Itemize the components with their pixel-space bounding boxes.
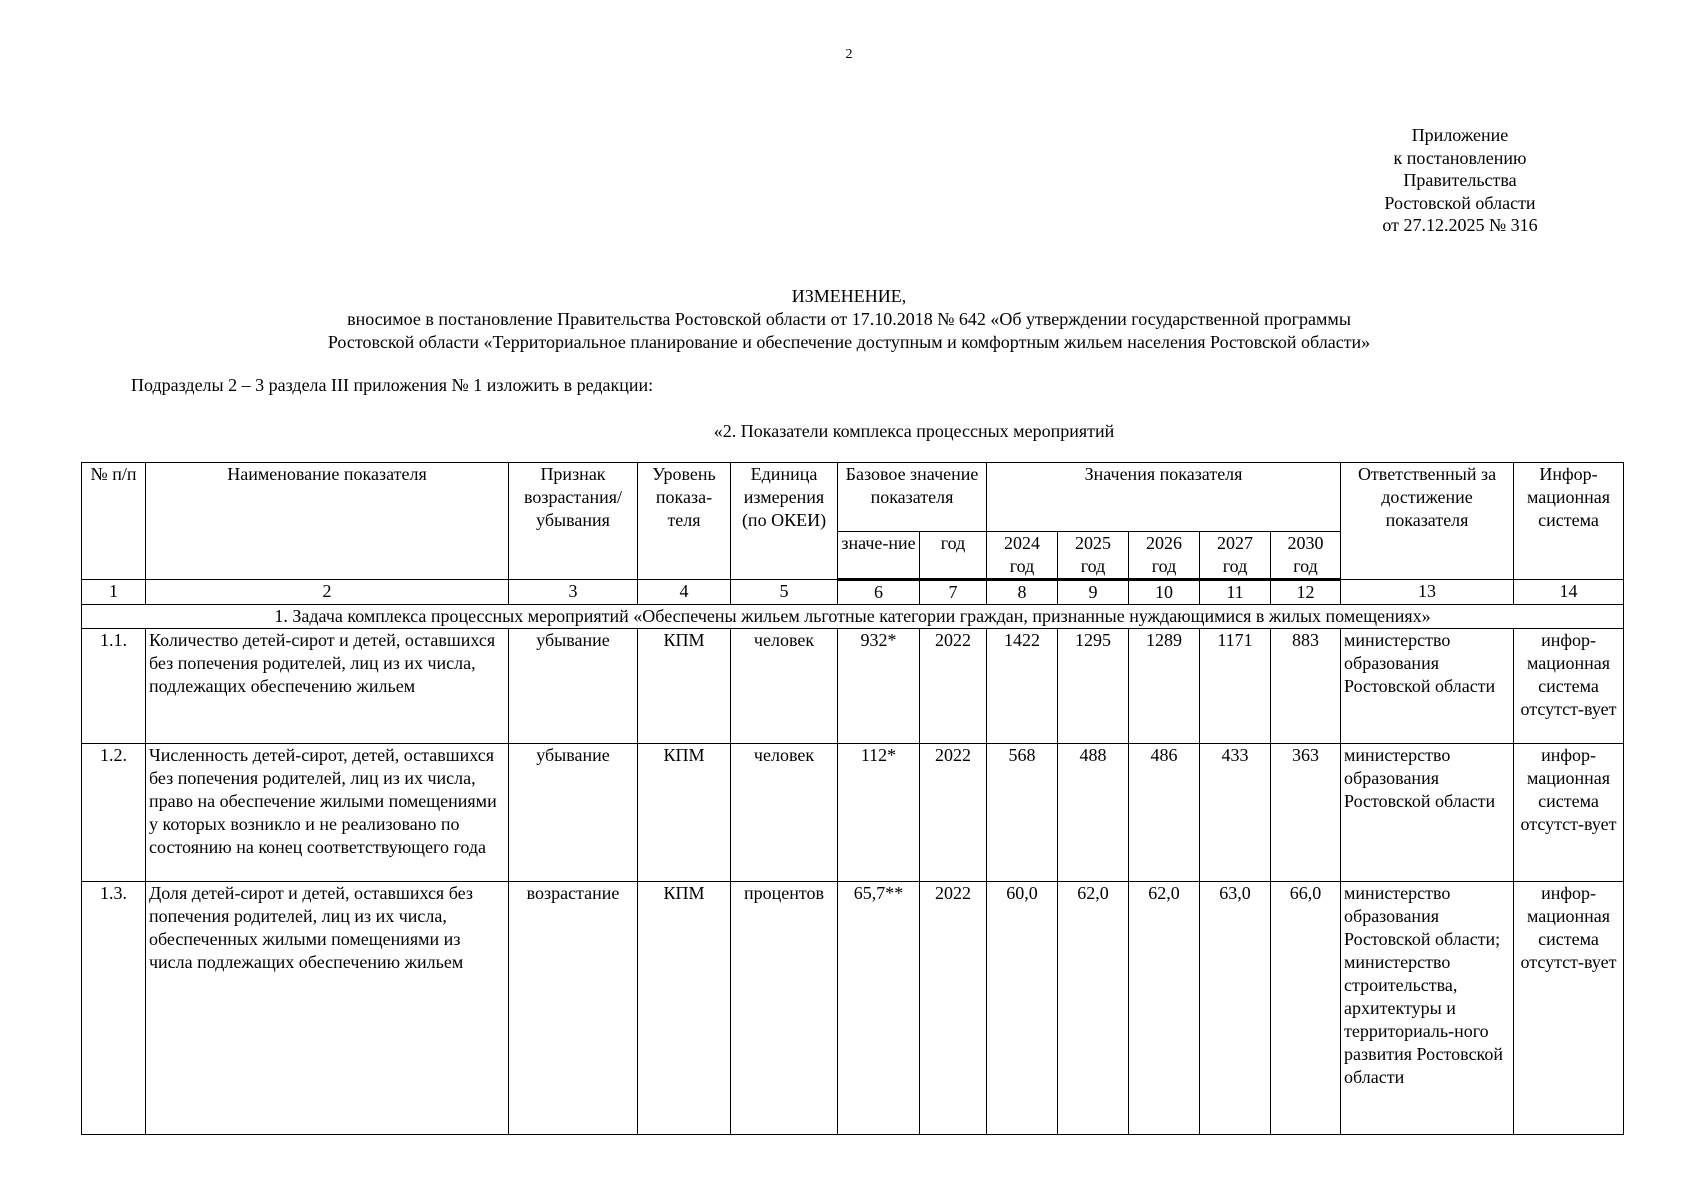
header-name: Наименование показателя (146, 463, 509, 580)
table-row (82, 629, 1624, 744)
row-value-2025: 62,0 (1058, 882, 1129, 1135)
header-base-year: год (920, 532, 987, 580)
indicators-table (81, 462, 1624, 1135)
row-value-2030: 883 (1271, 629, 1341, 744)
header-year-2030: 2030 год (1271, 532, 1341, 580)
row-value-2025: 1295 (1058, 629, 1129, 744)
page-number: 2 (845, 47, 853, 62)
row-level: КПМ (638, 744, 731, 882)
header-level: Уровень показа-теля (638, 463, 731, 580)
header-trend: Признак возрастания/ убывания (509, 463, 638, 580)
row-base-year: 2022 (920, 744, 987, 882)
column-number: 12 (1271, 580, 1341, 605)
header-responsible: Ответственный за достижение показателя (1341, 463, 1514, 580)
row-value-2024: 568 (987, 744, 1058, 882)
header-values: Значения показателя (987, 463, 1341, 532)
column-number: 1 (82, 580, 146, 605)
row-name: Численность детей-сирот, детей, оставшихся без попечения родителей, лиц из их числа, право на обеспечение жилыми помещениями у которых возникло и не реализовано по состоянию на конец соответствующего года (146, 744, 509, 882)
header-year-2025: 2025 год (1058, 532, 1129, 580)
column-number: 13 (1341, 580, 1514, 605)
row-unit: человек (731, 744, 838, 882)
row-value-2027: 1171 (1200, 629, 1271, 744)
header-unit: Единица измерения (по ОКЕИ) (731, 463, 838, 580)
appendix-line: Ростовской области (1384, 192, 1536, 213)
row-value-2025: 488 (1058, 744, 1129, 882)
row-trend: убывание (509, 744, 638, 882)
column-number: 2 (146, 580, 509, 605)
header-row (82, 463, 1624, 532)
row-trend: убывание (509, 629, 638, 744)
column-number: 5 (731, 580, 838, 605)
row-value-2027: 63,0 (1200, 882, 1271, 1135)
row-num: 1.1. (82, 629, 146, 744)
row-responsible: министерство образования Ростовской области (1341, 744, 1514, 882)
row-base-year: 2022 (920, 882, 987, 1135)
heading-line: вносимое в постановление Правительства Ростовской области от 17.10.2018 № 642 «Об утверждении государственной программы (347, 309, 1351, 329)
row-value-2024: 1422 (987, 629, 1058, 744)
column-number: 9 (1058, 580, 1129, 605)
table-row (82, 744, 1624, 882)
row-level: КПМ (638, 882, 731, 1135)
intro-text: Подразделы 2 – 3 раздела III приложения № 1 изложить в редакции: (131, 375, 654, 395)
row-value-2026: 486 (1129, 744, 1200, 882)
column-number: 14 (1514, 580, 1624, 605)
section-subtitle-text: «2. Показатели комплекса процессных мероприятий (713, 421, 1115, 441)
column-number: 4 (638, 580, 731, 605)
row-num: 1.2. (82, 744, 146, 882)
row-unit: процентов (731, 882, 838, 1135)
row-infosys: инфор-мационная система отсутст-вует (1514, 882, 1624, 1135)
column-number: 10 (1129, 580, 1200, 605)
row-responsible: министерство образования Ростовской области; министерство строительства, архитектуры и территориаль-ного развития Ростовской области (1341, 882, 1514, 1135)
table-row (82, 882, 1624, 1135)
column-number: 3 (509, 580, 638, 605)
row-value-2030: 363 (1271, 744, 1341, 882)
row-responsible: министерство образования Ростовской области (1341, 629, 1514, 744)
row-infosys: инфор-мационная система отсутст-вует (1514, 744, 1624, 882)
row-value-2026: 1289 (1129, 629, 1200, 744)
appendix-line: Правительства (1403, 170, 1517, 190)
task-row (82, 605, 1624, 629)
column-number: 7 (920, 580, 987, 605)
header-base-value: значе-ние (838, 532, 920, 580)
row-trend: возрастание (509, 882, 638, 1135)
heading-title: ИЗМЕНЕНИЕ, (791, 286, 907, 306)
header-infosys: Инфор-мационная система (1514, 463, 1624, 580)
row-value-2026: 62,0 (1129, 882, 1200, 1135)
appendix-line: от 27.12.2025 № 316 (1382, 215, 1538, 235)
row-name: Доля детей-сирот и детей, оставшихся без попечения родителей, лиц из их числа, обеспеченных жилыми помещениями из числа подлежащих обеспечению жильем (146, 882, 509, 1135)
row-num: 1.3. (82, 882, 146, 1135)
row-value-2024: 60,0 (987, 882, 1058, 1135)
row-value-2030: 66,0 (1271, 882, 1341, 1135)
row-name: Количество детей-сирот и детей, оставшихся без попечения родителей, лиц из их числа, подлежащих обеспечению жильем (146, 629, 509, 744)
appendix-block (1340, 124, 1580, 237)
row-base-value: 112* (838, 744, 920, 882)
row-level: КПМ (638, 629, 731, 744)
heading-line: Ростовской области «Территориальное планирование и обеспечение доступным и комфортным жильем населения Ростовской области» (327, 332, 1371, 352)
column-numbers-row (82, 580, 1624, 605)
row-base-value: 932* (838, 629, 920, 744)
row-base-year: 2022 (920, 629, 987, 744)
header-year-2024: 2024 год (987, 532, 1058, 580)
header-year-2026: 2026 год (1129, 532, 1200, 580)
row-base-value: 65,7** (838, 882, 920, 1135)
row-value-2027: 433 (1200, 744, 1271, 882)
header-num: № п/п (82, 463, 146, 580)
header-year-2027: 2027 год (1200, 532, 1271, 580)
header-base: Базовое значение показателя (838, 463, 987, 532)
column-number: 8 (987, 580, 1058, 605)
appendix-line: к постановлению (1393, 147, 1527, 168)
column-number: 11 (1200, 580, 1271, 605)
row-infosys: инфор-мационная система отсутст-вует (1514, 629, 1624, 744)
appendix-line: Приложение (1411, 125, 1509, 145)
column-number: 6 (838, 580, 920, 605)
task-title: 1. Задача комплекса процессных мероприятий «Обеспечены жильем льготные категории граждан, признанные нуждающимися в жилых помещениях» (82, 605, 1624, 629)
document-heading (0, 285, 1698, 354)
row-unit: человек (731, 629, 838, 744)
section-subtitle (0, 421, 1698, 442)
